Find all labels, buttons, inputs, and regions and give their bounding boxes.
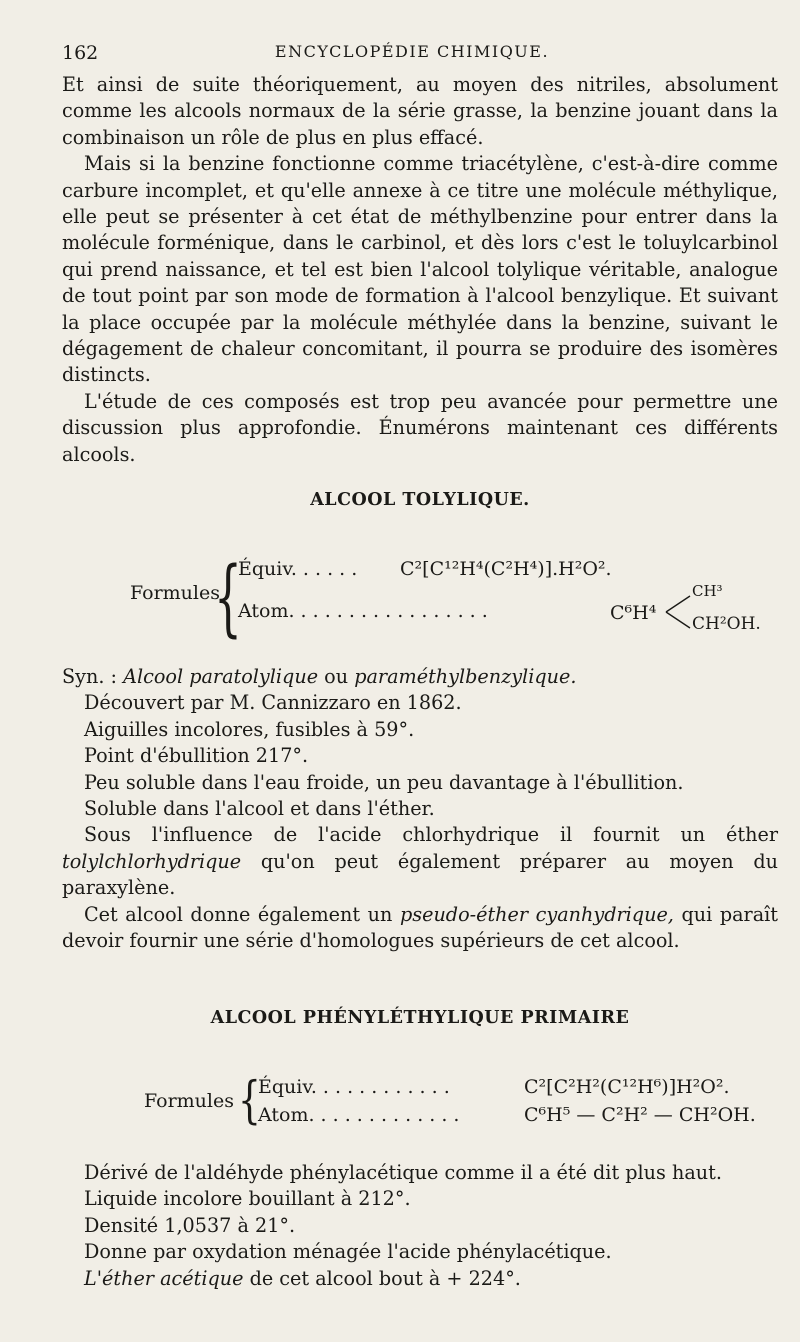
text-run: Sous l'influence de l'acide chlorhydrique il fournit un éther [84,823,778,847]
page-header [62,42,762,66]
atom-base: C⁶H⁴ [610,602,657,624]
intro-paragraph-3: L'étude de ces composés est trop peu avancée pour permettre une discussion plus approfondie. Énumérons maintenant ces différents alcools. [62,389,778,466]
fact-line: Densité 1,0537 à 21°. [84,1213,296,1237]
emphasis-run: pseudo-éther cyanhydrique, [399,902,674,926]
syn-label: Syn. : [62,665,118,688]
fact-line: Point d'ébullition 217°. [84,744,309,768]
emphasis-run: L'éther acétique [84,1266,244,1290]
brace-icon: { [214,550,242,647]
fact-line-ether [62,1266,778,1292]
text-run: qu'on peut également préparer au moyen du paraxylène. [62,849,778,900]
intro-paragraph-1: Et ainsi de suite théoriquement, au moyen des nitriles, absolument comme les alcools normaux de la série grasse, la benzine jouant dans la combinaison un rôle de plus en plus effacé. [62,73,778,149]
fact-line: Peu soluble dans l'eau froide, un peu davantage à l'ébullition. [84,770,684,794]
page-number: 162 [62,42,99,64]
fact-line: Soluble dans l'alcool et dans l'éther. [84,797,435,821]
syn-name-1: Alcool paratolylique [123,665,319,688]
fact-line: Liquide incolore bouillant à 212°. [84,1187,411,1211]
paragraph-cyanhydrique [62,902,778,955]
atom-bottom-group: CH²OH. [692,614,761,634]
running-title: ENCYCLOPÉDIE CHIMIQUE. [274,42,550,61]
formulas-block-tolylique [62,550,782,647]
equiv-label: Équiv. . . . . . [238,558,358,580]
tolylique-text [62,664,778,954]
section-heading-tolylique: ALCOOL TOLYLIQUE. [310,490,530,510]
fact-line: Aiguilles incolores, fusibles à 59°. [84,717,415,741]
fact-line: Découvert par M. Cannizzaro en 1862. [84,691,462,715]
intro-paragraph-2: Mais si la benzine fonctionne comme triacétylène, c'est-à-dire comme carbure incomplet, et qu'elle annexe à ce titre une molécule méthylique, elle peut se présenter à cet état de méthylbenzine pour entrer dans la molécule forménique, dans le carbinol, et dès lors c'est le toluylcarbinol qui prend naissance, et tel est bien l'alcool tolylique véritable, analogue de tout point par son mode de formation à l'alcool benzylique. Et suivant la place occupée par la molécule méthylée dans la benzine, suivant le dégagement de chaleur concomitant, il pourra se produire des isomères distincts. [62,152,778,387]
atom-label: Atom. . . . . . . . . . . . . . . . . [238,600,488,622]
emphasis-run: tolylchlorhydrique [62,849,242,873]
formulas-label: Formules [130,582,220,604]
text-run: de cet alcool bout à + 224°. [249,1266,521,1290]
atom-top-group: CH³ [692,582,723,600]
atom-label: Atom. . . . . . . . . . . . . [258,1104,460,1126]
equiv-formula: C²[C²H²(C¹²H⁶)]H²O². [524,1076,730,1098]
formulas-block-phenylethylique [62,1074,782,1130]
syn-name-2: paraméthylbenzylique. [354,665,577,688]
equiv-label: Équiv. . . . . . . . . . . . [258,1076,450,1098]
paragraph-chlorhydrique [62,822,778,901]
formulas-label: Formules [144,1090,234,1112]
atom-formula: C⁶H⁵ — C²H² — CH²OH. [524,1104,756,1126]
syn-or: ou [324,665,349,688]
phenylethylique-text [62,1160,778,1292]
fact-line: Donne par oxydation ménagée l'acide phénylacétique. [84,1240,612,1264]
fact-line: Dérivé de l'aldéhyde phénylacétique comme il a été dit plus haut. [84,1161,722,1184]
synonyms-line [62,664,778,690]
equiv-formula: C²[C¹²H⁴(C²H⁴)].H²O². [400,558,612,580]
section-heading-phenylethylique: ALCOOL PHÉNYLÉTHYLIQUE PRIMAIRE [210,1008,630,1028]
brace-icon: { [238,1072,261,1130]
intro-text [62,72,778,468]
text-run: qui paraît devoir fournir une série d'homologues supérieurs de cet alcool. [62,902,779,953]
branch-bonds [664,592,694,632]
text-run: Cet alcool donne également un [84,902,393,926]
